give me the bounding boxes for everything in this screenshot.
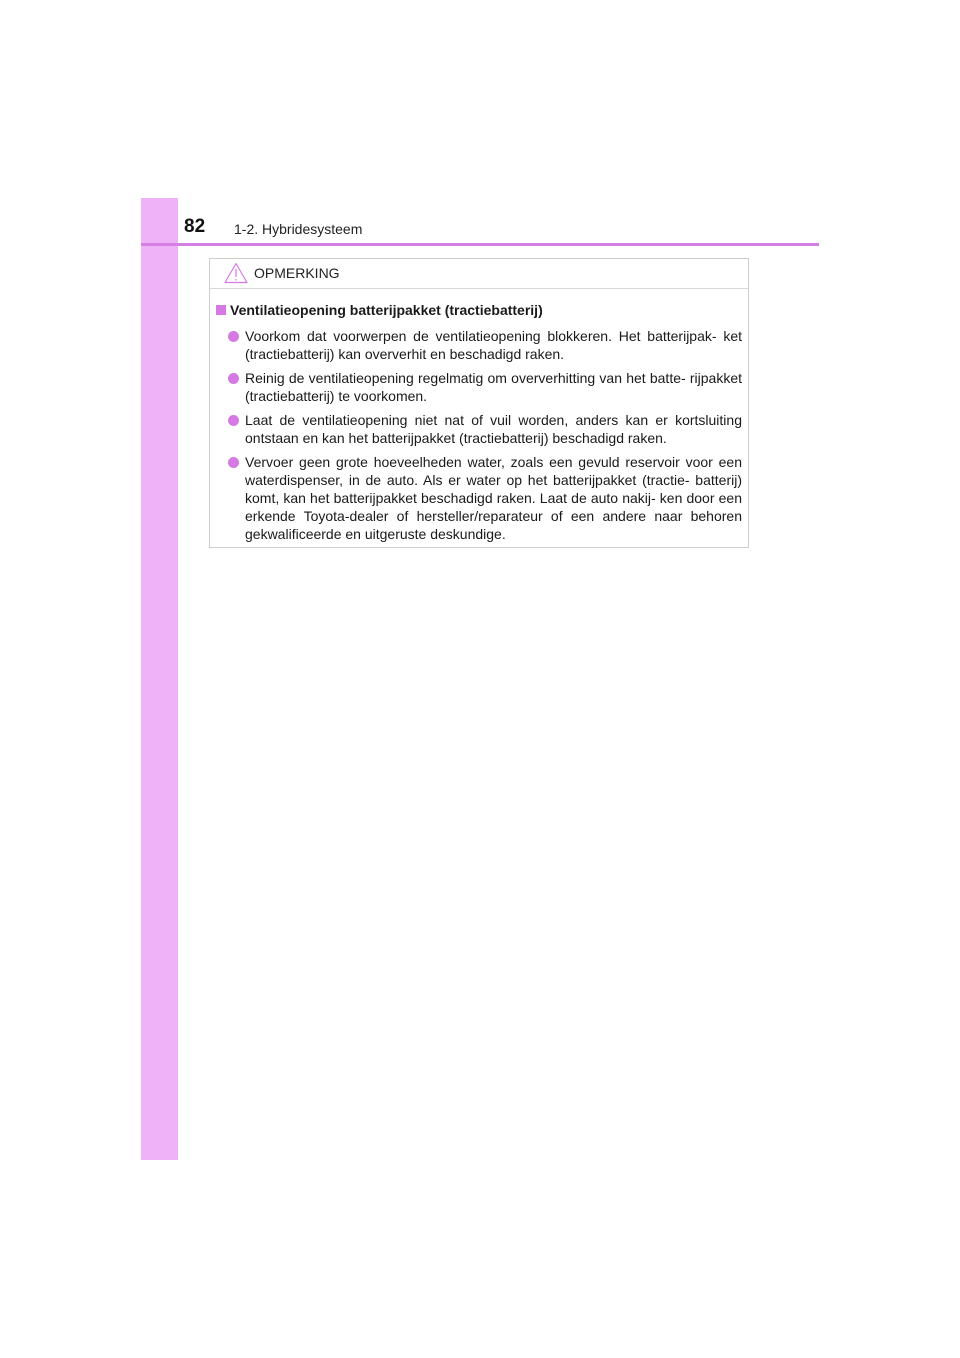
- warning-triangle-icon: [224, 262, 248, 284]
- list-item-text: Vervoer geen grote hoeveelheden water, zoals een gevuld reservoir voor een waterdispenser, in de auto. Als er water op het batterijpakket (tractie- batterij) komt, kan het batterijpakket beschadigd raken. Laat de auto nakij- ken door een erkende Toyota-dealer of hersteller/reparateur of een andere naar behoren gekwalificeerde en uitgeruste deskundige.: [245, 454, 742, 542]
- notice-header: [210, 259, 748, 289]
- dot-bullet-icon: [228, 373, 239, 384]
- dot-bullet-icon: [228, 415, 239, 426]
- section-title: 1-2. Hybridesysteem: [234, 221, 363, 237]
- list-item-text: Reinig de ventilatieopening regelmatig om oververhitting van het batte- rijpakket (tractiebatterij) te voorkomen.: [245, 370, 742, 404]
- list-item-text: Voorkom dat voorwerpen de ventilatieopening blokkeren. Het batterijpak- ket (tractiebatterij) kan oververhit en beschadigd raken.: [245, 328, 742, 362]
- notice-label: OPMERKING: [254, 265, 340, 281]
- side-tab-band: [141, 198, 178, 1160]
- header-divider: [141, 243, 819, 246]
- list-item: [216, 327, 742, 363]
- page-number: 82: [184, 216, 206, 237]
- notice-body: [210, 289, 748, 543]
- notice-box: [209, 258, 749, 548]
- notice-heading-text: Ventilatieopening batterijpakket (tractiebatterij): [230, 302, 543, 318]
- square-bullet-icon: [216, 305, 226, 315]
- list-item-text: Laat de ventilatieopening niet nat of vuil worden, anders kan er kortsluiting ontstaan en kan het batterijpakket (tractiebatterij) beschadigd raken.: [245, 412, 742, 446]
- list-item: [216, 453, 742, 543]
- notice-heading: [216, 301, 742, 319]
- list-item: [216, 411, 742, 447]
- list-item: [216, 369, 742, 405]
- dot-bullet-icon: [228, 457, 239, 468]
- dot-bullet-icon: [228, 331, 239, 342]
